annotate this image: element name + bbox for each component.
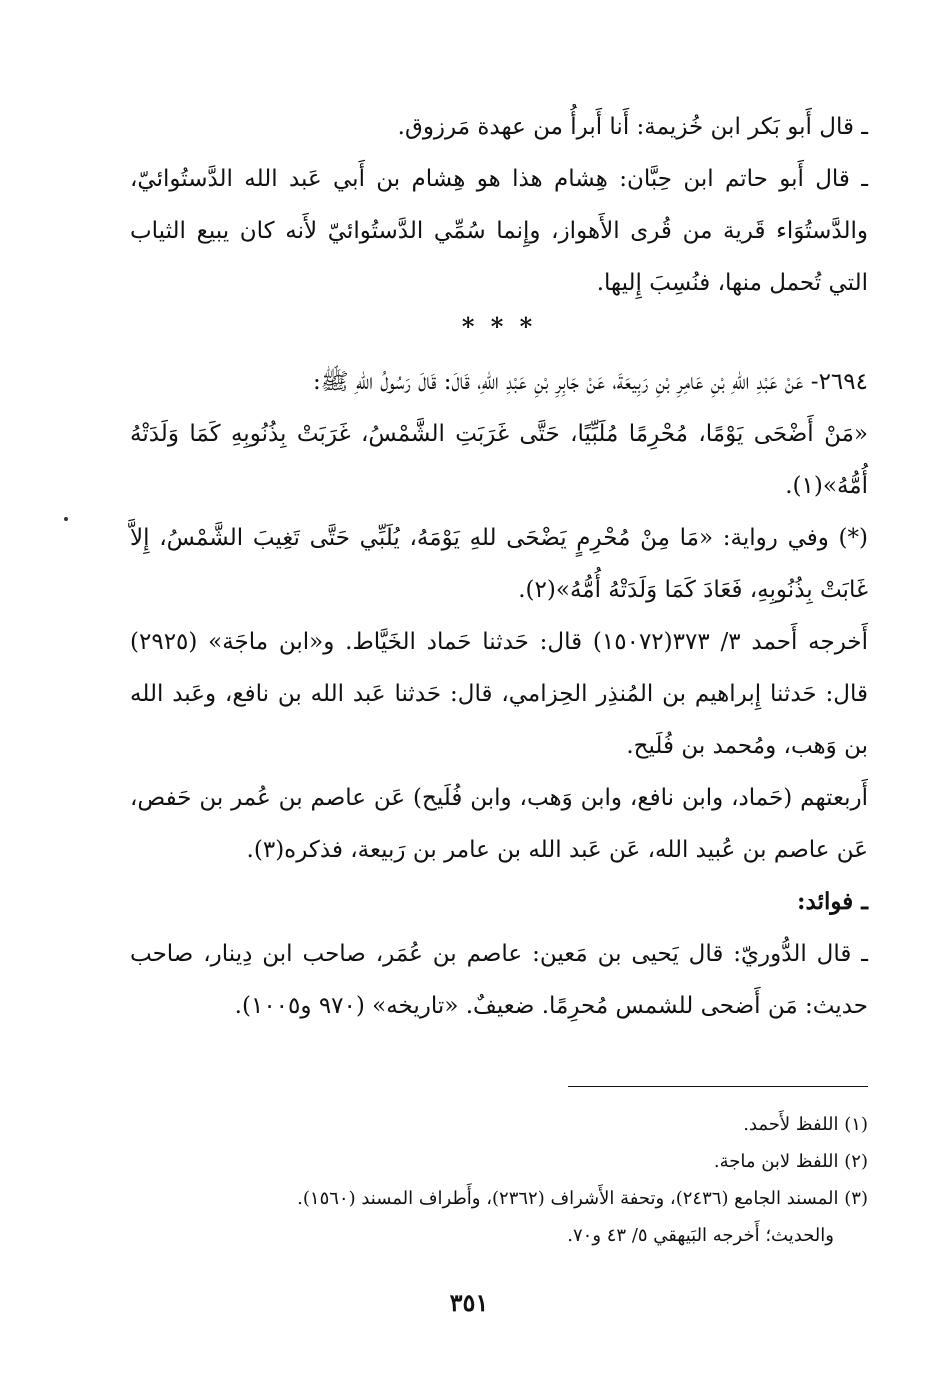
footnote-2: (٢) اللفظ لابن ماجة.	[713, 1151, 868, 1172]
note-ibn-khuzayma: ـ قال أَبو بَكر ابن خُزيمة: أَنا أَبرأُ من عهدة مَرزوق.	[397, 114, 868, 140]
top-notes	[130, 101, 868, 309]
takhrij-paragraph: أَخرجه أَحمد ٣/ ٣٧٣(١٥٠٧٢) قال: حَدثنا حَماد الخَيَّاط. و«ابن ماجَة» (٢٩٢٥) قال: حَدثنا إِبراهيم بن المُنذِر الحِزامي، قال: حَدثنا عَبد الله بن نافع، وعَبد الله بن وَهب، ومُحمد بن فُلَيح.	[130, 629, 868, 759]
page-number: ٣٥١	[449, 1288, 489, 1317]
hadith-isnad: ٢٦٩٤- عَنْ عَبْدِ اللهِ بْنِ عَامِرِ بْنِ رَبِيعَةَ، عَنْ جَابِرِ بْنِ عَبْدِ اللهِ، قَالَ: قَالَ رَسُولُ اللهِ ﷺ:	[312, 369, 868, 395]
footnote-1: (١) اللفظ لأَحمد.	[743, 1114, 868, 1135]
hadith-alternate-narration: (*) وفي رواية: «مَا مِنْ مُحْرِمٍ يَضْحَى للهِ يَوْمَهُ، يُلَبِّي حَتَّى تَغِيبَ الشَّمْسُ، إِلاَّ غَابَتْ بِذُنُوبِهِ، فَعَادَ كَمَا وَلَدَتْهُ أُمُّهُ»(٢).	[130, 525, 868, 603]
footnote-divider	[568, 1086, 868, 1087]
footnote-3: (٣) المسند الجامع (٢٤٣٦)، وتحفة الأَشراف (٢٣٦٢)، وأَطراف المسند (١٥٦٠).	[297, 1188, 868, 1209]
isnad-convergence-paragraph: أَربعتهم (حَماد، وابن نافع، وابن وَهب، وابن فُلَيح) عَن عاصم بن عُمر بن حَفص، عَن عاصم بن عُبيد الله، عَن عَبد الله بن عامر بن رَبيعة، فذكره(٣).	[130, 785, 868, 863]
hadith-matn: «مَنْ أَضْحَى يَوْمًا، مُحْرِمًا مُلَبِّيًا، حَتَّى غَرَبَتِ الشَّمْسُ، غَرَبَتْ بِذُنُوبِهِ كَمَا وَلَدَتْهُ أُمُّهُ»(١).	[130, 421, 868, 499]
section-separator: * * *	[461, 312, 537, 341]
print-speck	[64, 517, 68, 521]
footnote-3-continuation: والحديث؛ أَخرجه البَيهقي ٥/ ٤٣ و٧٠.	[567, 1225, 834, 1246]
footnotes	[130, 1106, 868, 1254]
fawaid-heading: ـ فوائد:	[797, 888, 868, 915]
fawaid-note: ـ قال الدُّوريّ: قال يَحيى بن مَعين: عاصم بن عُمَر، صاحب ابن دِينار، صاحب حديث: مَن أَضحى للشمس مُحرِمًا. ضعيفٌ. «تاريخه» (٩٧٠ و١٠٠٥).	[130, 941, 868, 1019]
hadith-block	[130, 356, 868, 1032]
note-ibn-hibban: ـ قال أَبو حاتم ابن حِبَّان: هِشام هذا هو هِشام بن أَبي عَبد الله الدَّستُوائيّ، والدَّستُوَاء قَرية من قُرى الأَهواز، وإِنما سُمِّي الدَّستُوائيّ لأَنه كان يبيع الثياب التي تُحمل منها، فنُسِبَ إِليها.	[130, 166, 868, 296]
